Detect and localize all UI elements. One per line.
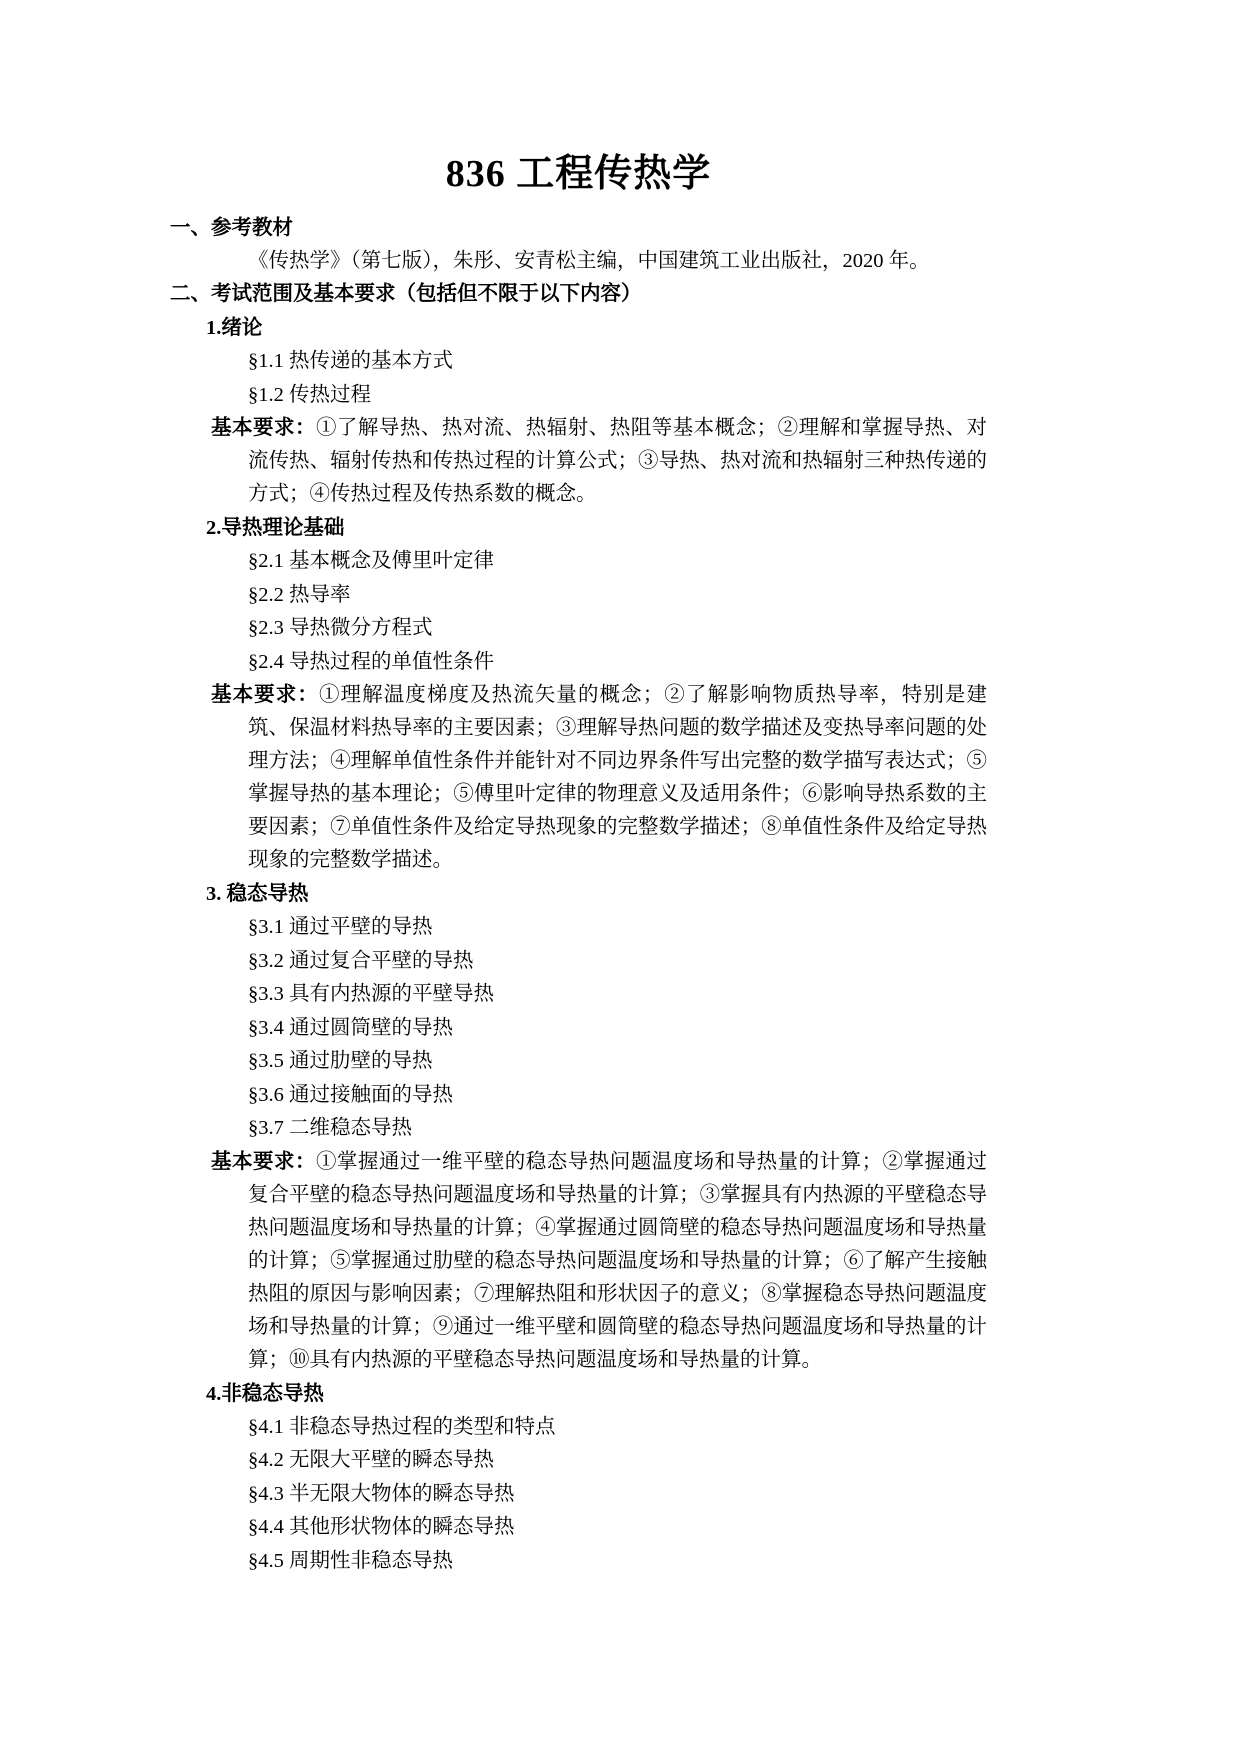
topic-line: §2.3 导热微分方程式 <box>248 617 433 639</box>
chapter-requirements-2 <box>211 679 988 877</box>
requirements-label: 基本要求： <box>211 1150 316 1173</box>
topic-line: §1.1 热传递的基本方式 <box>248 350 453 372</box>
topic-line: §2.4 导热过程的单值性条件 <box>248 650 494 673</box>
topic-line: §4.2 无限大平壁的瞬态导热 <box>248 1449 494 1471</box>
chapter-requirements-1 <box>211 412 988 511</box>
requirements-text: ①掌握通过一维平壁的稳态导热问题温度场和导热量的计算；②掌握通过复合平壁的稳态导热问题温度场和导热量的计算；③掌握具有内热源的平壁稳态导热问题温度场和导热量的计算；④掌握通过圆筒壁的稳态导热问题温度场和导热量的计算；⑤掌握通过肋壁的稳态导热问题温度场和导热量的计算；⑥了解产生接触热阻的原因与影响因素；⑦理解热阻和形状因子的意义；⑧掌握稳态导热问题温度场和导热量的计算；⑨通过一维平壁和圆筒壁的稳态导热问题温度场和导热量的计算；⑩具有内热源的平壁稳态导热问题温度场和导热量的计算。 <box>248 1150 988 1371</box>
topic-line: §2.2 热导率 <box>248 583 351 606</box>
requirements-label: 基本要求： <box>211 684 319 706</box>
section-heading-scope <box>170 278 987 311</box>
section-heading-text: 参考教材 <box>211 217 293 239</box>
page-title: 836 工程传热学 <box>445 153 712 195</box>
requirements-label: 基本要求： <box>211 417 316 439</box>
topic-line: §1.2 传热过程 <box>248 383 371 406</box>
topic-line: §4.3 半无限大物体的瞬态导热 <box>248 1482 515 1505</box>
topic-line: §3.3 具有内热源的平壁导热 <box>248 983 494 1005</box>
chapter-title-1: 1.绪论 <box>206 317 263 339</box>
topic-line: §3.2 通过复合平壁的导热 <box>248 949 474 972</box>
topic-line: §3.1 通过平壁的导热 <box>248 916 433 938</box>
section-heading-text: 考试范围及基本要求（包括但不限于以下内容） <box>211 283 642 305</box>
chapter-requirements-3 <box>211 1146 988 1377</box>
topic-line: §3.5 通过肋壁的导热 <box>248 1050 433 1072</box>
section-label: 二、 <box>170 283 211 305</box>
section-label: 一、 <box>170 217 211 239</box>
topic-line: §3.6 通过接触面的导热 <box>248 1083 453 1106</box>
chapter-title-2: 2.导热理论基础 <box>206 517 345 539</box>
topic-line: §4.5 周期性非稳态导热 <box>248 1549 453 1572</box>
section-heading-reference <box>170 212 987 245</box>
requirements-text: ①理解温度梯度及热流矢量的概念；②了解影响物质热导率，特别是建筑、保温材料热导率的主要因素；③理解导热问题的数学描述及变热导率问题的处理方法；④理解单值性条件并能针对不同边界条件写出完整的数学描写表达式；⑤掌握导热的基本理论；⑤傅里叶定律的物理意义及适用条件；⑥影响导热系数的主要因素；⑦单值性条件及给定导热现象的完整数学描述；⑧单值性条件及给定导热现象的完整数学描述。 <box>248 684 988 871</box>
topic-line: §4.1 非稳态导热过程的类型和特点 <box>248 1415 556 1438</box>
chapter-title-4: 4.非稳态导热 <box>206 1382 324 1405</box>
topic-line: §3.7 二维稳态导热 <box>248 1117 412 1139</box>
chapter-title-3: 3. 稳态导热 <box>206 883 309 905</box>
reference-book-line: 《传热学》（第七版），朱彤、安青松主编，中国建筑工业出版社，2020 年。 <box>248 250 930 272</box>
topic-line: §3.4 通过圆筒壁的导热 <box>248 1016 453 1039</box>
topic-line: §2.1 基本概念及傅里叶定律 <box>248 550 494 572</box>
topic-line: §4.4 其他形状物体的瞬态导热 <box>248 1516 515 1538</box>
requirements-text: ①了解导热、热对流、热辐射、热阻等基本概念；②理解和掌握导热、对流传热、辐射传热和传热过程的计算公式；③导热、热对流和热辐射三种热传递的方式；④传热过程及传热系数的概念。 <box>248 417 988 505</box>
